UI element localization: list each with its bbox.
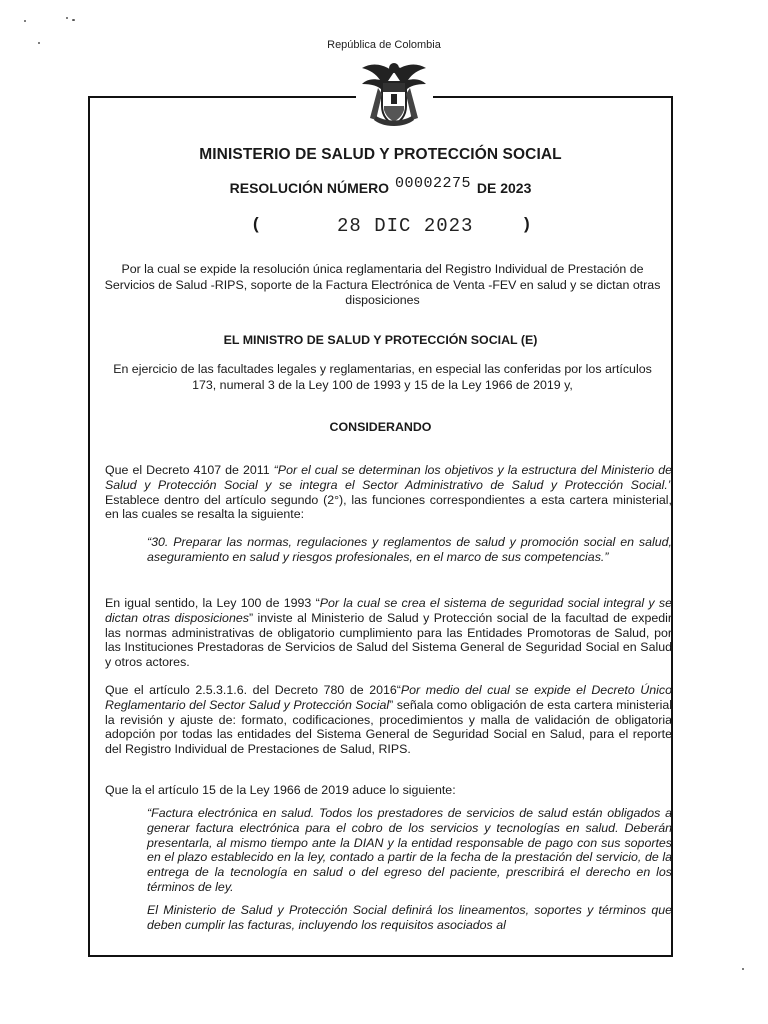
scan-speck <box>24 20 26 22</box>
resolution-purpose: Por la cual se expide la resolución única reglamentaria del Registro Individual de Prestación de Servicios de Salud -RIPS, soporte de la Factura Electrónica de Venta -FEV en salud y se dictan otras disposiciones <box>104 262 661 307</box>
republic-heading: República de Colombia <box>327 39 441 51</box>
legal-basis-paragraph: En ejercicio de las facultades legales y reglamentarias, en especial las conferidas por los artículos 173, numeral 3 de la Ley 100 de 1993 y 15 de la Ley 1966 de 2019 y, <box>113 362 652 392</box>
paragraph-ley-100 <box>105 596 672 670</box>
paragraph-quote-italic: “Por el cual se determinan los objetivos y la estructura del Ministerio de Salud y Protección Social y se integra el Sector Administrativo de Salud y Protección Social.” <box>105 463 672 492</box>
resolution-year: DE 2023 <box>476 180 532 196</box>
ministry-title: MINISTERIO DE SALUD Y PROTECCIÓN SOCIAL <box>199 146 562 163</box>
resolution-number-line <box>88 175 673 198</box>
scan-speck <box>742 968 744 970</box>
quote-function-30: “30. Preparar las normas, regulaciones y reglamentos de salud y promoción social en salud, aseguramiento en salud y riesgos profesionales, en el marco de sus competencias.” <box>147 535 672 564</box>
paragraph-quote-italic: Por medio del cual se expide el Decreto Único Reglamentario del Sector Salud y Protección Social <box>105 683 672 712</box>
frame-border-top-left <box>88 96 356 98</box>
scan-speck <box>66 17 68 19</box>
frame-border-bottom <box>88 955 673 957</box>
paragraph-decreto-780 <box>105 683 672 757</box>
resolution-number-stamp: 00002275 <box>394 175 471 192</box>
minister-title: EL MINISTRO DE SALUD Y PROTECCIÓN SOCIAL (E) <box>223 333 538 347</box>
paragraph-text: ” señala como obligación de esta cartera ministerial la revisión y ajuste de: formato, codificaciones, procedimientos y malla de validación de obligatoria adopción por todas las entidades del Sistema General de Seguridad Social en Salud, para el reporte del Registro Individual de Prestaciones de Salud, RIPS. <box>105 697 672 757</box>
quote-lineamientos: El Ministerio de Salud y Protección Social definirá los lineamentos, soportes y términos que deben cumplir las facturas, incluyendo los requisitos asociados al <box>147 903 672 932</box>
resolution-date-line <box>0 214 768 244</box>
paragraph-decreto-4107 <box>105 463 672 522</box>
scan-speck <box>72 19 75 21</box>
paragraph-text: Que el Decreto 4107 de 2011 <box>105 463 274 477</box>
paragraph-ley-1966: Que la el artículo 15 de la Ley 1966 de 2019 aduce lo siguiente: <box>105 783 456 797</box>
resolution-label: RESOLUCIÓN NÚMERO <box>229 180 390 196</box>
paragraph-text: En igual sentido, la Ley 100 de 1993 “ <box>105 596 320 610</box>
frame-border-top-right <box>433 96 673 98</box>
coat-of-arms-icon <box>356 58 432 130</box>
date-paren-close: ) <box>524 214 530 233</box>
date-paren-open: ( <box>253 214 259 233</box>
paragraph-text: ” inviste al Ministerio de Salud y Protección social de la facultad de expedir las normas administrativas de obligatorio cumplimiento para las Entidades Promotoras de Salud, por las Instituciones Prestadoras de Servicios de Salud del Sistema General de Seguridad Social en Salud y otros actores. <box>105 610 673 670</box>
paragraph-quote-italic: Por la cual se crea el sistema de seguridad social integral y se dictan otras disposiciones <box>105 596 672 625</box>
paragraph-text: Establece dentro del artículo segundo (2°), las funciones correspondientes a esta cartera ministerial, en las cuales se resalta la siguiente: <box>105 492 672 522</box>
date-stamp: 28 DIC 2023 <box>337 215 474 237</box>
paragraph-text: Que el artículo 2.5.3.1.6. del Decreto 780 de 2016“ <box>105 683 401 697</box>
considerando-heading: CONSIDERANDO <box>329 420 432 434</box>
quote-factura-electronica: “Factura electrónica en salud. Todos los prestadores de servicios de salud están obligados a generar factura electrónica para el cobro de los servicios y tecnologías en salud. Deberán presentarla, al mismo tiempo ante la DIAN y la entidad responsable de pago con sus soportes en el plazo establecido en la ley, contado a partir de la fecha de la prestación del servicio, de la entrega de la tecnología en salud o del egreso del paciente, prescribirá el derecho en los términos de ley. <box>147 806 672 894</box>
